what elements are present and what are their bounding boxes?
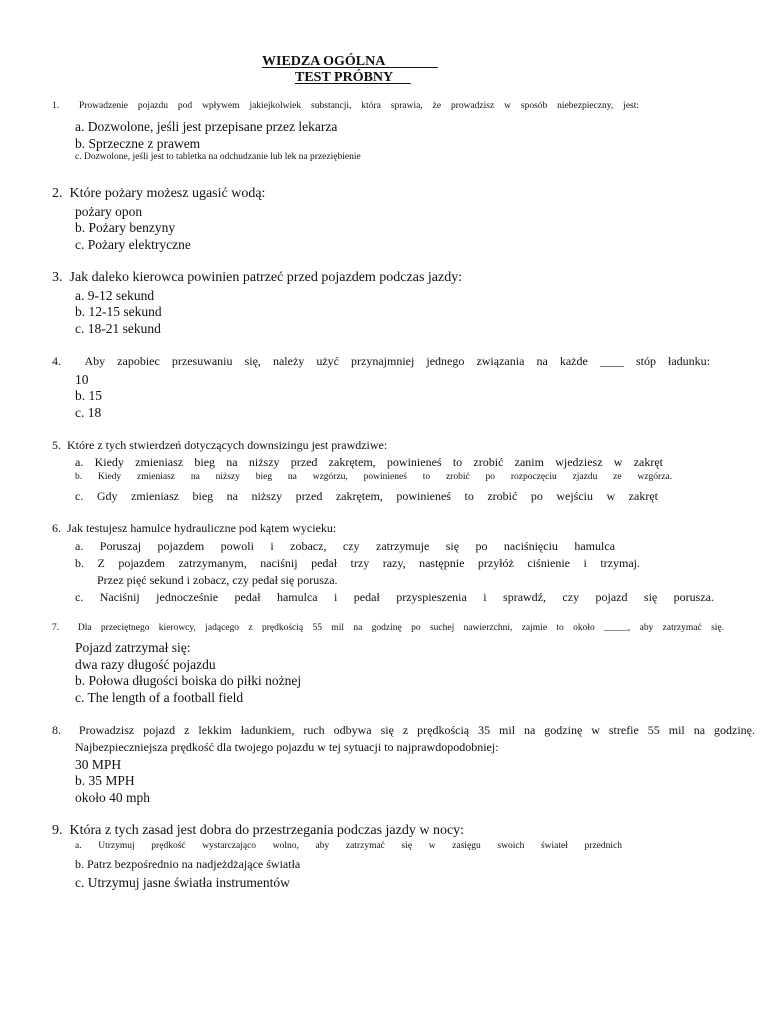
question-6-text: 6. Jak testujesz hamulce hydrauliczne pod kątem wycieku: <box>52 521 337 535</box>
question-7-text-continued: Pojazd zatrzymał się: <box>75 640 191 655</box>
question-7-number: 7. <box>52 623 60 633</box>
question-3-answer-b[interactable]: b. 12-15 sekund <box>75 304 162 319</box>
question-1-answer-b[interactable]: b. Sprzeczne z prawem <box>75 136 201 151</box>
question-7-answer-a[interactable]: dwa razy długość pojazdu <box>75 657 216 672</box>
question-9-answer-b[interactable]: b. Patrz bezpośrednio na nadjeżdżające światła <box>75 857 301 871</box>
question-8-answer-b[interactable]: b. 35 MPH <box>75 773 135 788</box>
question-9-number: 9. <box>52 823 63 838</box>
question-4-answer-b[interactable]: b. 15 <box>75 388 102 403</box>
question-8-answer-a[interactable]: 30 MPH <box>75 757 122 772</box>
question-1-answer-a[interactable]: a. Dozwolone, jeśli jest przepisane przez lekarza <box>75 119 338 134</box>
question-7-answer-c[interactable]: c. The length of a football field <box>75 690 244 705</box>
question-7-text: 7. Dla przeciętnego kierowcy, jadącego z prędkością 55 mil na godzinę po suchej nawierzchni, zajmie to około _____, aby zatrzymać się. <box>52 623 724 633</box>
question-6-answer-b[interactable]: b. Z pojazdem zatrzymanym, naciśnij pedał trzy razy, następnie przyłóż ciśnienie i trzymaj. <box>75 556 640 570</box>
question-4-answer-a[interactable]: 10 <box>75 372 89 387</box>
question-9-answer-c[interactable]: c. Utrzymuj jasne światła instrumentów <box>75 875 290 890</box>
question-8-text: 8. Prowadzisz pojazd z lekkim ładunkiem, ruch odbywa się z prędkością 35 mil na godzinę w strefie 55 mil na godzinę. <box>52 723 755 737</box>
question-4-text: 4. Aby zapobiec przesuwaniu się, należy użyć przynajmniej jednego związania na każde ____ stóp ładunku: <box>52 354 710 368</box>
question-1-answer-c[interactable]: c. Dozwolone, jeśli jest to tabletka na odchudzanie lub lek na przeziębienie <box>75 152 361 162</box>
question-2-number: 2. <box>52 186 63 201</box>
document-subtitle <box>295 71 411 85</box>
question-5-text: 5. Które z tych stwierdzeń dotyczących downsizingu jest prawdziwe: <box>52 438 388 452</box>
question-6-answer-c[interactable]: c. Naciśnij jednocześnie pedał hamulca i pedał przyspieszenia i sprawdź, czy pojazd się porusza. <box>75 590 714 604</box>
question-9-text: 9. Która z tych zasad jest dobra do przestrzegania podczas jazdy w nocy: <box>52 823 465 838</box>
question-3-number: 3. <box>52 270 63 285</box>
question-9-answer-a[interactable]: a. Utrzymuj prędkość wystarczająco wolno, aby zatrzymać się w zasięgu swoich świateł przednich <box>75 841 622 851</box>
question-8-text-continued: Najbezpieczniejsza prędkość dla twojego pojazdu w tej sytuacji to najprawdopodobniej: <box>75 740 499 754</box>
question-3-answer-a[interactable]: a. 9-12 sekund <box>75 288 155 303</box>
question-3-answer-c[interactable]: c. 18-21 sekund <box>75 321 161 336</box>
question-8-answer-c[interactable]: około 40 mph <box>75 790 151 805</box>
question-5-number: 5. <box>52 438 61 452</box>
question-8-number: 8. <box>52 723 61 737</box>
question-2-answer-a[interactable]: pożary opon <box>75 204 143 219</box>
question-7-answer-b[interactable]: b. Połowa długości boiska do piłki nożnej <box>75 673 302 688</box>
question-2-answer-c[interactable]: c. Pożary elektryczne <box>75 237 191 252</box>
question-3-text: 3. Jak daleko kierowca powinien patrzeć przed pojazdem podczas jazdy: <box>52 270 463 285</box>
title-line-1: WIEDZA OGÓLNA <box>262 54 386 69</box>
question-2-answer-b[interactable]: b. Pożary benzyny <box>75 220 176 235</box>
question-6-answer-b-continued: Przez pięć sekund i zobacz, czy pedał się porusza. <box>97 573 338 587</box>
document-title <box>262 55 438 69</box>
question-6-answer-a[interactable]: a. Poruszaj pojazdem powoli i zobacz, czy zatrzymuje się po naciśnięciu hamulca <box>75 539 615 553</box>
question-1-text: 1. Prowadzenie pojazdu pod wpływem jakiejkolwiek substancji, która sprawia, że prowadzisz w sposób niebezpieczny, jest: <box>52 101 640 111</box>
question-5-answer-c[interactable]: c. Gdy zmieniasz bieg na niższy przed zakrętem, powinieneś to zrobić po wejściu w zakręt <box>75 489 658 503</box>
title-line-2: TEST PRÓBNY <box>295 70 394 85</box>
question-5-answer-a[interactable]: a. Kiedy zmieniasz bieg na niższy przed zakrętem, powinieneś to zrobić zanim wjedziesz w zakręt <box>75 455 663 469</box>
question-4-number: 4. <box>52 354 61 368</box>
question-6-number: 6. <box>52 521 61 535</box>
question-2-text: 2. Które pożary możesz ugasić wodą: <box>52 186 266 201</box>
question-4-answer-c[interactable]: c. 18 <box>75 405 102 420</box>
question-5-answer-b[interactable]: b. Kiedy zmieniasz na niższy bieg na wzgórzu, powinieneś to zrobić po rozpoczęciu zjazdu ze wzgórza. <box>75 472 672 482</box>
question-1-number: 1. <box>52 101 60 111</box>
